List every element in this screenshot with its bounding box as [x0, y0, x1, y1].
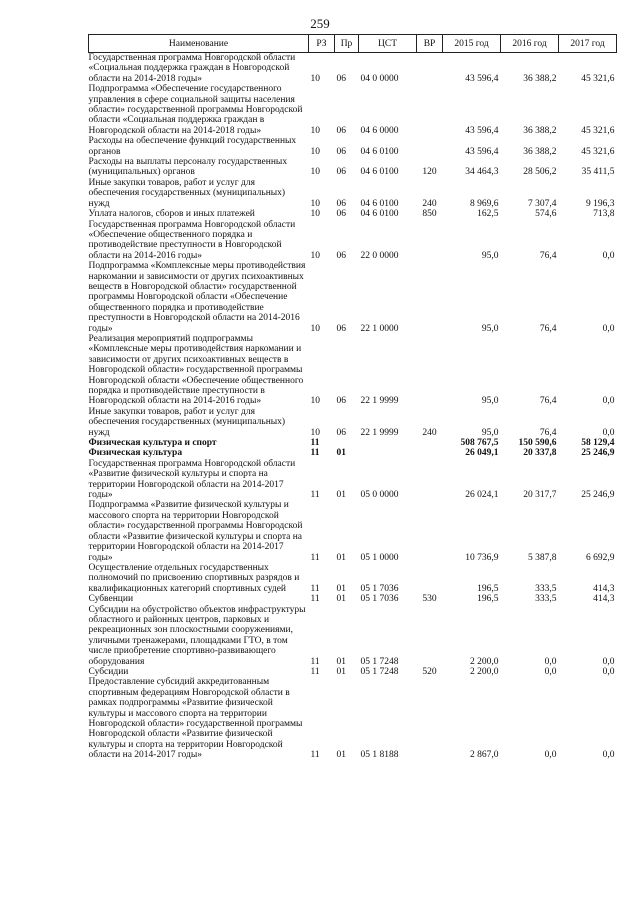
- cell-rz: 11: [310, 490, 320, 501]
- cell-2016: 333,5: [535, 583, 557, 594]
- table-row: [89, 84, 617, 136]
- cell-2016: 20 337,8: [523, 448, 557, 459]
- cell-2015: 43 596,4: [465, 73, 499, 84]
- cell-name: Иные закупки товаров, работ и услуг для обеспечения государственных (муниципальных) нужд: [88, 406, 286, 438]
- cell-2017: 0,0: [602, 750, 615, 761]
- cell-pr: 01: [336, 750, 346, 761]
- cell-rz: 10: [310, 427, 320, 438]
- cell-cst: [359, 438, 417, 448]
- cell-rz: 11: [310, 656, 320, 667]
- cell-2016: 5 387,8: [528, 552, 557, 563]
- cell-rz: 10: [310, 250, 320, 261]
- cell-vr: [417, 220, 443, 262]
- table-row: [89, 594, 617, 604]
- cell-name: Государственная программа Новгородской области «Обеспечение общественного порядка и противодействие преступности в Новгородской области на 2014-2016 годы»: [88, 219, 296, 261]
- header-rz: РЗ: [309, 35, 335, 53]
- cell-rz: 11: [310, 750, 320, 761]
- cell-name: Субсидии на обустройство объектов инфраструктуры областного и районных центров, парковых и рекреационных зон плоскостными сооружениями, уличными тренажерами, площадками ГТО, в том числе приобретение спортивно-развивающего оборудования: [88, 604, 306, 667]
- page-number: 259: [310, 16, 330, 31]
- cell-2017: 713,8: [593, 209, 615, 220]
- cell-pr: 06: [336, 250, 346, 261]
- cell-name: Расходы на выплаты персоналу государственных (муниципальных) органов: [88, 157, 288, 178]
- cell-2015: 43 596,4: [465, 125, 499, 136]
- cell-vr: [417, 53, 443, 85]
- cell-cst: [359, 448, 417, 458]
- cell-2015: 508 767,5: [460, 438, 499, 449]
- header-name: Наименование: [89, 35, 309, 53]
- table-row: [89, 563, 617, 594]
- cell-pr: 01: [336, 666, 346, 677]
- cell-pr: 06: [336, 209, 346, 220]
- cell-cst: 05 1 7036: [360, 583, 399, 594]
- cell-2017: 0,0: [602, 250, 615, 261]
- cell-cst: 22 1 0000: [360, 323, 399, 334]
- table-row: [89, 605, 617, 667]
- table-row: [89, 209, 617, 219]
- table-row: [89, 178, 617, 209]
- cell-2017: 0,0: [602, 323, 615, 334]
- cell-cst: 04 0 0000: [360, 73, 399, 84]
- table-row: [89, 667, 617, 677]
- cell-vr: [417, 459, 443, 501]
- cell-vr: [417, 438, 443, 448]
- header-2016: 2016 год: [501, 35, 559, 53]
- cell-vr: [417, 448, 443, 458]
- cell-cst: 05 0 0000: [360, 490, 399, 501]
- cell-2015: 95,0: [481, 250, 499, 261]
- cell-name: Предоставление субсидий аккредитованным спортивным федерациям Новгородской области в рамках подпрограммы «Развитие физической культуры и массового спорта на территории Новгородской области» государственной программы Новгородской области «Развитие физической культуры и спорта на территории Новгородской области на 2014-2017 годы»: [88, 677, 303, 761]
- header-2017: 2017 год: [559, 35, 617, 53]
- cell-vr: 530: [422, 594, 437, 605]
- cell-cst: 22 1 9999: [360, 427, 399, 438]
- table-row: [89, 261, 617, 334]
- table-header: [89, 35, 617, 53]
- cell-rz: 10: [310, 396, 320, 407]
- table-row: [89, 459, 617, 501]
- cell-pr: 06: [336, 427, 346, 438]
- cell-2016: 28 506,2: [523, 167, 557, 178]
- cell-2015: 34 464,3: [465, 167, 499, 178]
- cell-rz: 11: [310, 438, 320, 449]
- cell-vr: 240: [422, 427, 437, 438]
- cell-pr: 01: [336, 552, 346, 563]
- cell-2015: 26 049,1: [465, 448, 499, 459]
- cell-2016: 7 307,4: [528, 198, 557, 209]
- cell-2017: 9 196,3: [586, 198, 615, 209]
- cell-rz: 10: [310, 73, 320, 84]
- cell-name: Государственная программа Новгородской области «Социальная поддержка граждан в Новгородской области на 2014-2018 годы»: [88, 53, 296, 84]
- header-vr: ВР: [417, 35, 443, 53]
- cell-2016: 36 388,2: [523, 125, 557, 136]
- cell-pr: [335, 438, 359, 448]
- cell-vr: [417, 261, 443, 334]
- cell-name: Осуществление отдельных государственных полномочий по присвоению спортивных разрядов и квалификационных категорий спортивных судей: [88, 562, 300, 594]
- cell-name: Субсидии: [88, 666, 129, 677]
- cell-cst: 04 6 0100: [360, 146, 399, 157]
- cell-vr: [417, 605, 443, 667]
- table-row: [89, 53, 617, 85]
- cell-2017: 45 321,6: [581, 146, 615, 157]
- cell-2016: 0,0: [544, 656, 557, 667]
- cell-pr: 01: [336, 583, 346, 594]
- cell-2015: 43 596,4: [465, 146, 499, 157]
- cell-cst: 05 1 7248: [360, 656, 399, 667]
- cell-2017: 45 321,6: [581, 73, 615, 84]
- table-row: [89, 334, 617, 407]
- cell-rz: 11: [310, 666, 320, 677]
- cell-rz: 10: [310, 198, 320, 209]
- cell-vr: 520: [422, 666, 437, 677]
- cell-2016: 76,4: [539, 427, 557, 438]
- cell-name: Подпрограмма «Комплексные меры противодействия наркомании и зависимости от других психоактивных веществ в Новгородской области» государственной программы Новгородской области «Обеспечение общественного порядка и противодействие преступности в Новгородской области на 2014-2016 годы»: [88, 261, 306, 334]
- header-2015: 2015 год: [443, 35, 501, 53]
- cell-2016: 333,5: [535, 594, 557, 605]
- cell-2017: 25 246,9: [581, 448, 615, 459]
- cell-name: Субвенции: [88, 594, 134, 605]
- cell-2015: 2 867,0: [470, 750, 499, 761]
- cell-2016: 36 388,2: [523, 146, 557, 157]
- cell-rz: 11: [310, 594, 320, 605]
- cell-2017: 0,0: [602, 656, 615, 667]
- cell-name: Иные закупки товаров, работ и услуг для обеспечения государственных (муниципальных) нужд: [88, 177, 286, 209]
- cell-name: Реализация мероприятий подпрограммы «Комплексные меры противодействия наркомании и зависимости от других психоактивных веществ в Новгородской области» государственной программы Новгородской области «Обеспечение общественного порядка и противодействие преступности в Новгородской области на 2014-2016 годы»: [88, 333, 304, 407]
- table-row: [89, 500, 617, 562]
- cell-pr: 06: [336, 73, 346, 84]
- cell-2017: 414,3: [593, 583, 615, 594]
- cell-2016: 574,6: [535, 209, 557, 220]
- cell-rz: 10: [310, 167, 320, 178]
- cell-2016: 0,0: [544, 750, 557, 761]
- cell-2015: 26 024,1: [465, 490, 499, 501]
- cell-pr: 01: [336, 448, 346, 459]
- cell-2017: 414,3: [593, 594, 615, 605]
- cell-name: Физическая культура: [88, 448, 183, 459]
- cell-cst: 04 6 0000: [360, 125, 399, 136]
- cell-pr: 06: [336, 167, 346, 178]
- cell-pr: 06: [336, 125, 346, 136]
- cell-cst: 05 1 8188: [360, 750, 399, 761]
- cell-2015: 95,0: [481, 396, 499, 407]
- cell-2015: 162,5: [477, 209, 499, 220]
- cell-cst: 05 1 7036: [360, 594, 399, 605]
- cell-2015: 95,0: [481, 323, 499, 334]
- cell-cst: 22 0 0000: [360, 250, 399, 261]
- table-row: [89, 448, 617, 458]
- table-row: [89, 220, 617, 262]
- cell-2016: 0,0: [544, 666, 557, 677]
- cell-cst: 05 1 7248: [360, 666, 399, 677]
- cell-rz: 10: [310, 146, 320, 157]
- header-pr: Пр: [335, 35, 359, 53]
- table-row: [89, 677, 617, 760]
- cell-rz: 10: [310, 125, 320, 136]
- cell-2017: 0,0: [602, 396, 615, 407]
- cell-2017: 45 321,6: [581, 125, 615, 136]
- table-row: [89, 407, 617, 438]
- cell-rz: 11: [310, 552, 320, 563]
- cell-pr: 06: [336, 198, 346, 209]
- cell-cst: 22 1 9999: [360, 396, 399, 407]
- cell-cst: 04 6 0100: [360, 209, 399, 220]
- cell-2015: 8 969,6: [470, 198, 499, 209]
- cell-name: Уплата налогов, сборов и иных платежей: [88, 209, 255, 220]
- cell-2015: 196,5: [477, 594, 499, 605]
- cell-vr: [417, 136, 443, 157]
- budget-table: [88, 34, 617, 761]
- table-body: [89, 53, 617, 761]
- table-row: [89, 157, 617, 178]
- cell-vr: [417, 334, 443, 407]
- cell-cst: 04 6 0100: [360, 198, 399, 209]
- cell-2015: 196,5: [477, 583, 499, 594]
- cell-name: Расходы на обеспечение функций государственных органов: [88, 136, 297, 157]
- cell-2015: 2 200,0: [470, 656, 499, 667]
- cell-2017: 0,0: [602, 666, 615, 677]
- cell-vr: 850: [422, 209, 437, 220]
- cell-2016: 20 317,7: [523, 490, 557, 501]
- cell-name: Подпрограмма «Обеспечение государственного управления в сфере социальной защиты населения области» государственной программы Новгородской области «Социальная поддержка граждан в Новгородской области на 2014-2018 годы»: [88, 84, 303, 136]
- cell-rz: 11: [310, 583, 320, 594]
- header-cst: ЦСТ: [359, 35, 417, 53]
- cell-2016: 76,4: [539, 396, 557, 407]
- cell-rz: 10: [310, 323, 320, 334]
- cell-vr: [417, 84, 443, 136]
- table-row: [89, 136, 617, 157]
- cell-2015: 2 200,0: [470, 666, 499, 677]
- cell-2017: 25 246,9: [581, 490, 615, 501]
- cell-vr: 240: [422, 198, 437, 209]
- cell-name: Подпрограмма «Развитие физической культуры и массового спорта на территории Новгородской области» государственной программы Новгородской области «Развитие физической культуры и спорта на территории Новгородской области на 2014-2017 годы»: [88, 500, 303, 563]
- cell-vr: 120: [422, 167, 437, 178]
- table-row: [89, 438, 617, 448]
- cell-2017: 0,0: [602, 427, 615, 438]
- cell-2016: 150 590,6: [518, 438, 557, 449]
- cell-2017: 6 692,9: [586, 552, 615, 563]
- cell-pr: 06: [336, 323, 346, 334]
- cell-2017: 58 129,4: [581, 438, 615, 449]
- cell-name: Физическая культура и спорт: [88, 438, 217, 449]
- cell-vr: [417, 677, 443, 760]
- cell-pr: 01: [336, 656, 346, 667]
- cell-name: Государственная программа Новгородской области «Развитие физической культуры и спорта на территории Новгородской области на 2014-2017 годы»: [88, 458, 296, 501]
- cell-2017: 35 411,5: [581, 167, 615, 178]
- cell-pr: 06: [336, 396, 346, 407]
- cell-2016: 76,4: [539, 250, 557, 261]
- cell-vr: [417, 563, 443, 594]
- cell-pr: 01: [336, 490, 346, 501]
- cell-cst: 04 6 0100: [360, 167, 399, 178]
- cell-rz: 10: [310, 209, 320, 220]
- cell-2016: 36 388,2: [523, 73, 557, 84]
- cell-2015: 10 736,9: [465, 552, 499, 563]
- cell-rz: 11: [310, 448, 320, 459]
- cell-vr: [417, 500, 443, 562]
- cell-pr: 06: [336, 146, 346, 157]
- cell-2016: 76,4: [539, 323, 557, 334]
- cell-pr: 01: [336, 594, 346, 605]
- cell-cst: 05 1 0000: [360, 552, 399, 563]
- cell-2015: 95,0: [481, 427, 499, 438]
